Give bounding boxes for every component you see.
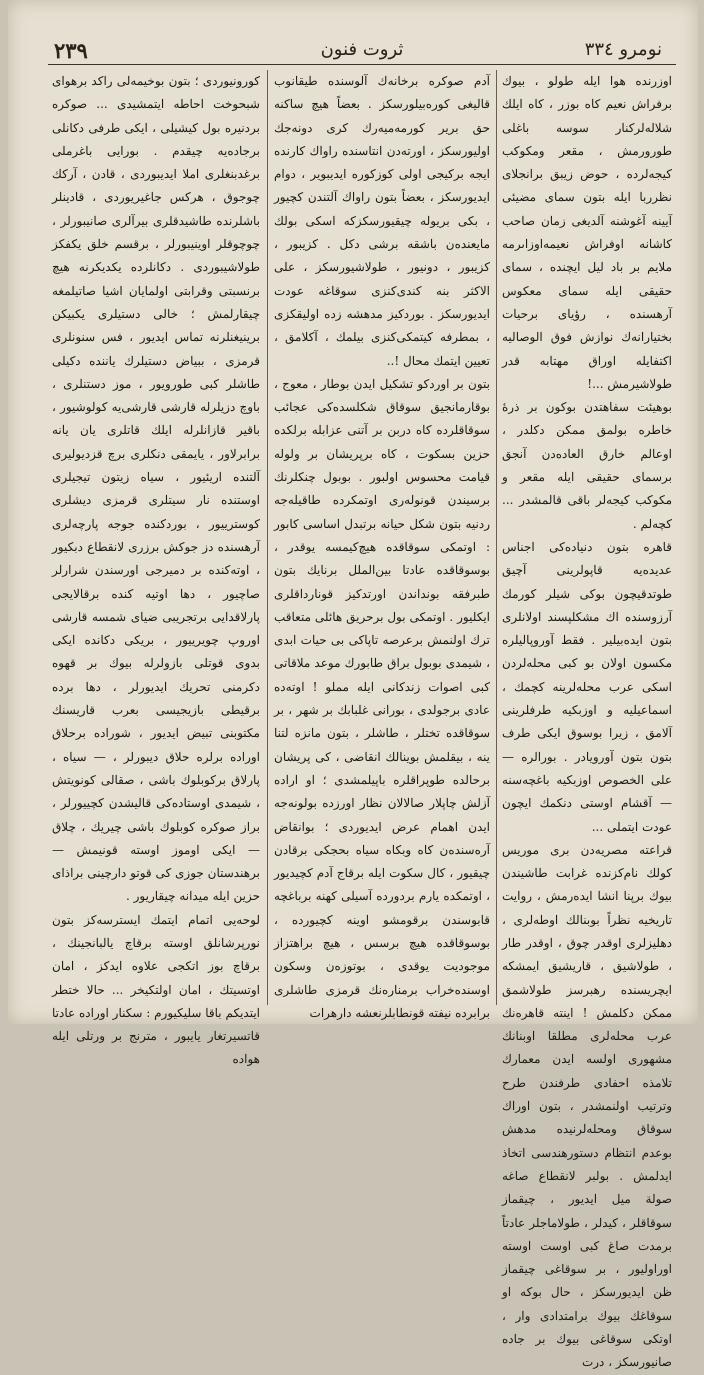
newspaper-page: [8, 0, 698, 1370]
paragraph: بتون بر اوردكو تشكيل ايدن بوطار ، معوج ، بوقارمانجيق سوقاق شكلسده‌كى عجائب سوقاقلرده كاه دربن بر آتنى عزابله برلكده حزين بسكوت ، كاه برپريشان بر ولوله قيامت محسوس اولبور . بوبول چنكلرنك برسيندن قونوله‌رى اوتمكرده طاقيله‌جه ردنيه بتون شكل حيانه برتبدل اساسى كابور : اوتمكى سوقاقده هيچ‌كيمسه يوقدر ، بوسوقاقده عادتا بين‌الملل برنايك بتون طبرفقه بونداندن اورتدكيز قونارداقلرى ايكليور . اوتمكى بول برحريق هائلى متعاقب ترك اولنمش برعرصه تاپاكى بى حيات ابدى ، شيمدى بوبول براق طابورك موعد ملاقاتى كبى اصوات زندكانى ايله مملو ! اوته‌ده عادى برجولدى ، بورانى غلبابك بر شهر ، بر سوقاقده تختلر ، طاشلر ، بتون مانزه‌ لتنا ينه ، بيقلمش بوينالك انقاضى ، كى پريشان برحالده طوپراقلره باپيلمشدى ؛ او اراده آزلش چاپلار صالالان نظار اورزده بولونه‌جه ايدن اهمام عرض ايديوردى ؛ بوانقاض آره‌سنده‌ن كاه وبكاه سياه بحجكى برقادن چيقيور ، كال سكوت ايله برقاج آدم كچيديور ، اوتمكده يارم بردورده‌ آسيلى كهنه برباغچه‌ قابوسندن برقومشو اوينه كچيورده ، بوسوقاقده هيچ برسس ، هيچ براهتزاز موجوديت يوقدى ، بوتوزه‌ن وسكون اوسنده‌خراب برمناره‌نك قرمزى طاشلرى برابرده نيفته‌ قونطابلرنعشه دارهرات: [274, 376, 490, 1020]
paragraph: قاهره بتون دنياده‌كى اجناس عديده‌يه قاپولرينى آچيق طوتدقيچون‌ بوكى شيلر كورمك آرزوسنده اك مشكلپسند اولانلرى بتون ايده‌بيلير . فقط آوروپاليلره مكسون اولان بو كبى محله‌لردن اسكى عرب محله‌لرينه كچمك ، اسماعيليه و اوزبكيه طرفلرينى آلامق ، زيرا بوسوق ايكى طرف بتون بتون آورويادر . بورالره — على الخصوص اوزبكيه باغچه‌سنه — آقشام اوستى دنكمك ايچون عودت ايتملى ...: [502, 539, 672, 834]
paragraph: آدم صوكره برخانه‌ك آلوسنده طيقانوب قاليغى كوره‌بيلورسكز . بعضاً هيچ ساكنه حق برير كورمه‌ميه‌رك كرى دونه‌جك اوليورسكز ، اورته‌دن انتاسنده راواك كارنده ايجه بركيجى اولى كوزكوره ايديبوير ، دوام ايديورسكز ، بعضاً بتون راواك آلتندن كچيور ، بكى بريوله چيقيورسكزكه اسكى بولك مايعنده‌ن باشقه برشى دكل . كزيبور ، كزيبور ، دونيور ، طولاشيورسكز ، على الاكثر بنه كندى‌كنزى سوقاغه عودت ايديورسكز . بوردكيز مدهشه زده اوليقكزى ، بمطرفه كيتمكى‌كنزى بيلمك ، آكلامق ، تعيين ايتمك محال !..: [274, 74, 490, 368]
column-rule: [496, 70, 497, 1005]
page-number: ٢٣٩: [54, 38, 88, 63]
paragraph: لوحه‌يى اتمام ايتمك ايسترسه‌كز بتون نورپرشانلق اوسته برقاچ يالبانجينك ، برقاچ بوز اتكجى علاوه ايدكز ، امان اوتسيتك ، امان اولتكيخر ... حالا ختطر ايتديكم باقا سليكيورم : سكنار اوراده عادتا قاتسيرتغار يايبور ، مترنج بر ورتلى ايله هواده: [52, 912, 260, 1067]
column-middle: [274, 70, 490, 1020]
column-left: [52, 70, 260, 1067]
column-right: [502, 70, 672, 1370]
paragraph: اوزرنده هوا ايله طولو ، بيوك برفراش نعيم كاه بوزر ، كاه ايلك شلاله‌لركنار سوسه باغلى طورورمش ، مقعر ومكوكب كيجه‌لرده ، حوض زيبق برانجلاى نظرربا ايله بتون سماى مضيئى آيينه آغوشنه آلديغى زمان صاحب كاشانه اوفراش نعيمه‌اوزاىرمه ملايم بر باد ليل ايچنده ، سماى حقيقى ايله سماى معكوس آرهسنده ، رؤياى برحيات بختيارانه‌ك نوازش فوق الوصاليه اكتفا‌يله اوراق مهتابه قدر طولاشيرمش ...!: [502, 74, 672, 391]
paragraph: قراعته مصريه‌دن برى موريس كولك نام‌كزنده غرابت طاشيندن بيوك برپنا انشا ايده‌رمش ، روايت تاريخيه نظراً بوبنالك اوطه‌لرى ، دهليزلرى اوقدر چوق ، اوقدر طار ، طولاشيق ، قاريشيق ايمشكه ايچريسنده رهبرسز طولاشمق ممكن دكلمش ! اينته قاهره‌نك عرب محله‌لرى مطلقا اوبنانك مشهورى اولسه ايدن معمارك تلامذه احفادى طرفندن طرح وترتيب اولنمشدر ، بتون اوراك سوقاق ومحله‌لرنيده مدهش بوعدم انتظام دستورهندسى اتخاذ ايدلمش . بولبر لانقطاع صاغه صولة ميل ايديور ، چيقماز سوقاقلر ، كيدلر ، طولاماجلر عادتاً برمدت صاغ كبى اوست اوسته اوراوليور ، بر سوقاغى چيقماز ظن ايديورسكز ، حال بوكه او سوقاغك بيوك برامتدادى وار ، اوتكى سوقاغى بيوك بر جاده صانيورسكز ، درت: [502, 842, 672, 1370]
issue-number: نومرو ٣٣٤: [584, 39, 662, 60]
page-header: [48, 30, 676, 65]
paragraph: كورونيوردى ؛ بتون بوخيمه‌لى راكد برهواى شبحوخت احاطه ايتمشيدى ... صوكره بردنيره بول كيشيلى ، ايكى طرفى دكانلى برجاده‌يه چيقدم . بورايى باغرملى برغدبنغلرى املا ايديبوردى ، قادن ، آركك چوجوق ، هركس جاغيريوردى ، قادينلر باشلرنده طاشيدقلرى بيرآلرى صانيبورلر ، چوچوقلر اوينيبورلر ، برقسم خلق يكفكز طولاشيبوردى . دكانلرده يكديكرنه هيچ برنسبتى وقرابتى اولمايان اشيا صاتيلمغه چيقارلمش ؛ خالى دستيلرى يكبيكن‌ برينيغنلرنه تماس ايديور ، فس سنونلرى قرمزى ، ببياض دستيلرك ياننده دكيلى طاشلر كبى طورويور ، موز دستنلرى ، باوچ دزيلرله قارشى قارشى‌يه كولوشيور ، باقير قازانلرله ايلك قاتلرى يان يانه برابرلاور ، يايمقى دنكلرى برچ قزديوليرى آلتنده اريئيور ، سياه زيتون تيجيلرى اوستنده نار سيتلرى قرمزى ديشلرى كوسترييور ، بوردكنده جوجه پارچه‌لرى آرهسنده دز جوكش برزرى لانقطاع دبكيور ، اوته‌كنده بر دميرجى اورسندن شرارلر صاچيور ، دها اوتيه كنده برقالايجى پارلاقدايى برتجريبى ضياى شمسه قارشى اوروپ چويرييور ، بريكى دكانده ايكى بدوى قوتلى بازولرله بيوك بر قهوه دكرمنى تحريك ايديورلر ، دها برده برقيطى بازيجيسى بعرب قاريسنك مكتوبنى تبيض ايديور ، شوراده برحلاق اوراده برلره حلاق ديبورلر ، — سياه ، پارلاق بركوبلوك باشى ، صقالى كونويتش ، شيمدى اوستاده‌كى قاليشدن كچييورلر ، براز صوكره كوبلوك باشى چيريك ، چلاق — ايكى اوموز اوسته قونيمش — برهندستان جوزى كى قوتو دارچينى براذاى حزين ايله ميدانه چيقاريور .: [52, 74, 260, 904]
paragraph: بوهيئت سفاهتدن بوكون بر ذرهٔ خاطره بولمق ممكن دكلدر ، اوعالم خارق العاده‌دن آنجق برسماى حقيقى ايله مقعر و مكوكب كيجه‌لر باقى قالمشدر ... كچه‌لم .: [502, 400, 672, 531]
column-rule: [267, 70, 268, 1005]
journal-title: ثروت فنون: [320, 39, 404, 60]
